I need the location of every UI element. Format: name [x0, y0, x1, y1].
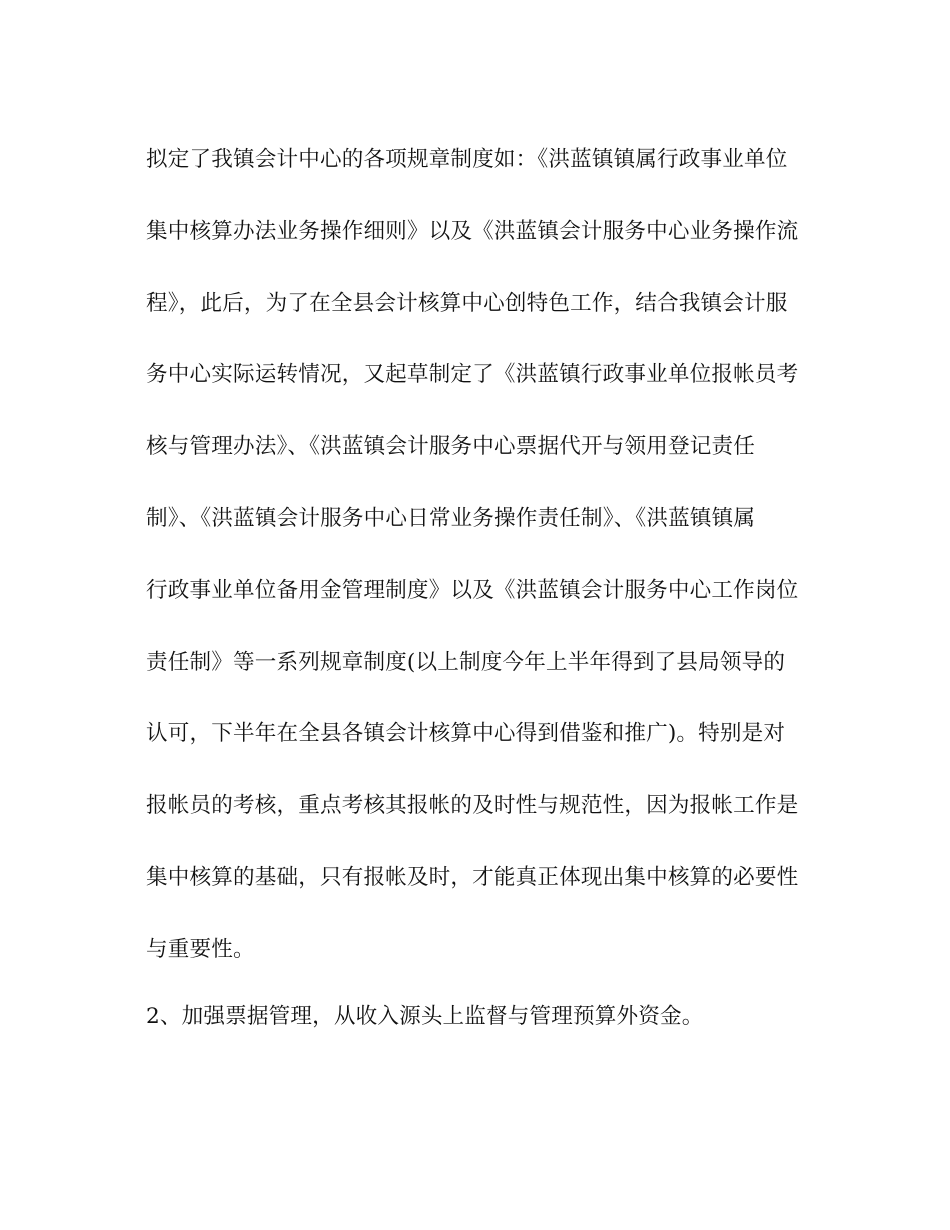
paragraph-line: 责任制》等一系列规章制度(以上制度今年上半年得到了县局领导的 — [146, 649, 786, 675]
paragraph-line: 认可，下半年在全县各镇会计核算中心得到借鉴和推广)。特别是对 — [146, 721, 786, 747]
paragraph-line: 制》、《洪蓝镇会计服务中心日常业务操作责任制》、《洪蓝镇镇属 — [146, 505, 756, 531]
paragraph-line: 集中核算办法业务操作细则》以及《洪蓝镇会计服务中心业务操作流 — [146, 218, 799, 244]
paragraph-line: 行政事业单位备用金管理制度》以及《洪蓝镇会计服务中心工作岗位 — [146, 577, 799, 603]
paragraph-line: 集中核算的基础，只有报帐及时，才能真正体现出集中核算的必要性 — [146, 864, 799, 890]
paragraph-line: 务中心实际运转情况，又起草制定了《洪蓝镇行政事业单位报帐员考 — [146, 362, 799, 388]
paragraph-line: 核与管理办法》、《洪蓝镇会计服务中心票据代开与领用登记责任 — [146, 434, 755, 460]
paragraph-line: 程》，此后，为了在全县会计核算中心创特色工作，结合我镇会计服 — [146, 290, 788, 316]
paragraph-line: 与重要性。 — [146, 936, 255, 962]
body-paragraph — [146, 143, 806, 1005]
section-heading: 2、加强票据管理，从收入源头上监督与管理预算外资金。 — [146, 1004, 704, 1029]
paragraph-line: 报帐员的考核，重点考核其报帐的及时性与规范性，因为报帐工作是 — [146, 793, 799, 819]
paragraph-line: 拟定了我镇会计中心的各项规章制度如：《洪蓝镇镇属行政事业单位 — [146, 147, 788, 172]
